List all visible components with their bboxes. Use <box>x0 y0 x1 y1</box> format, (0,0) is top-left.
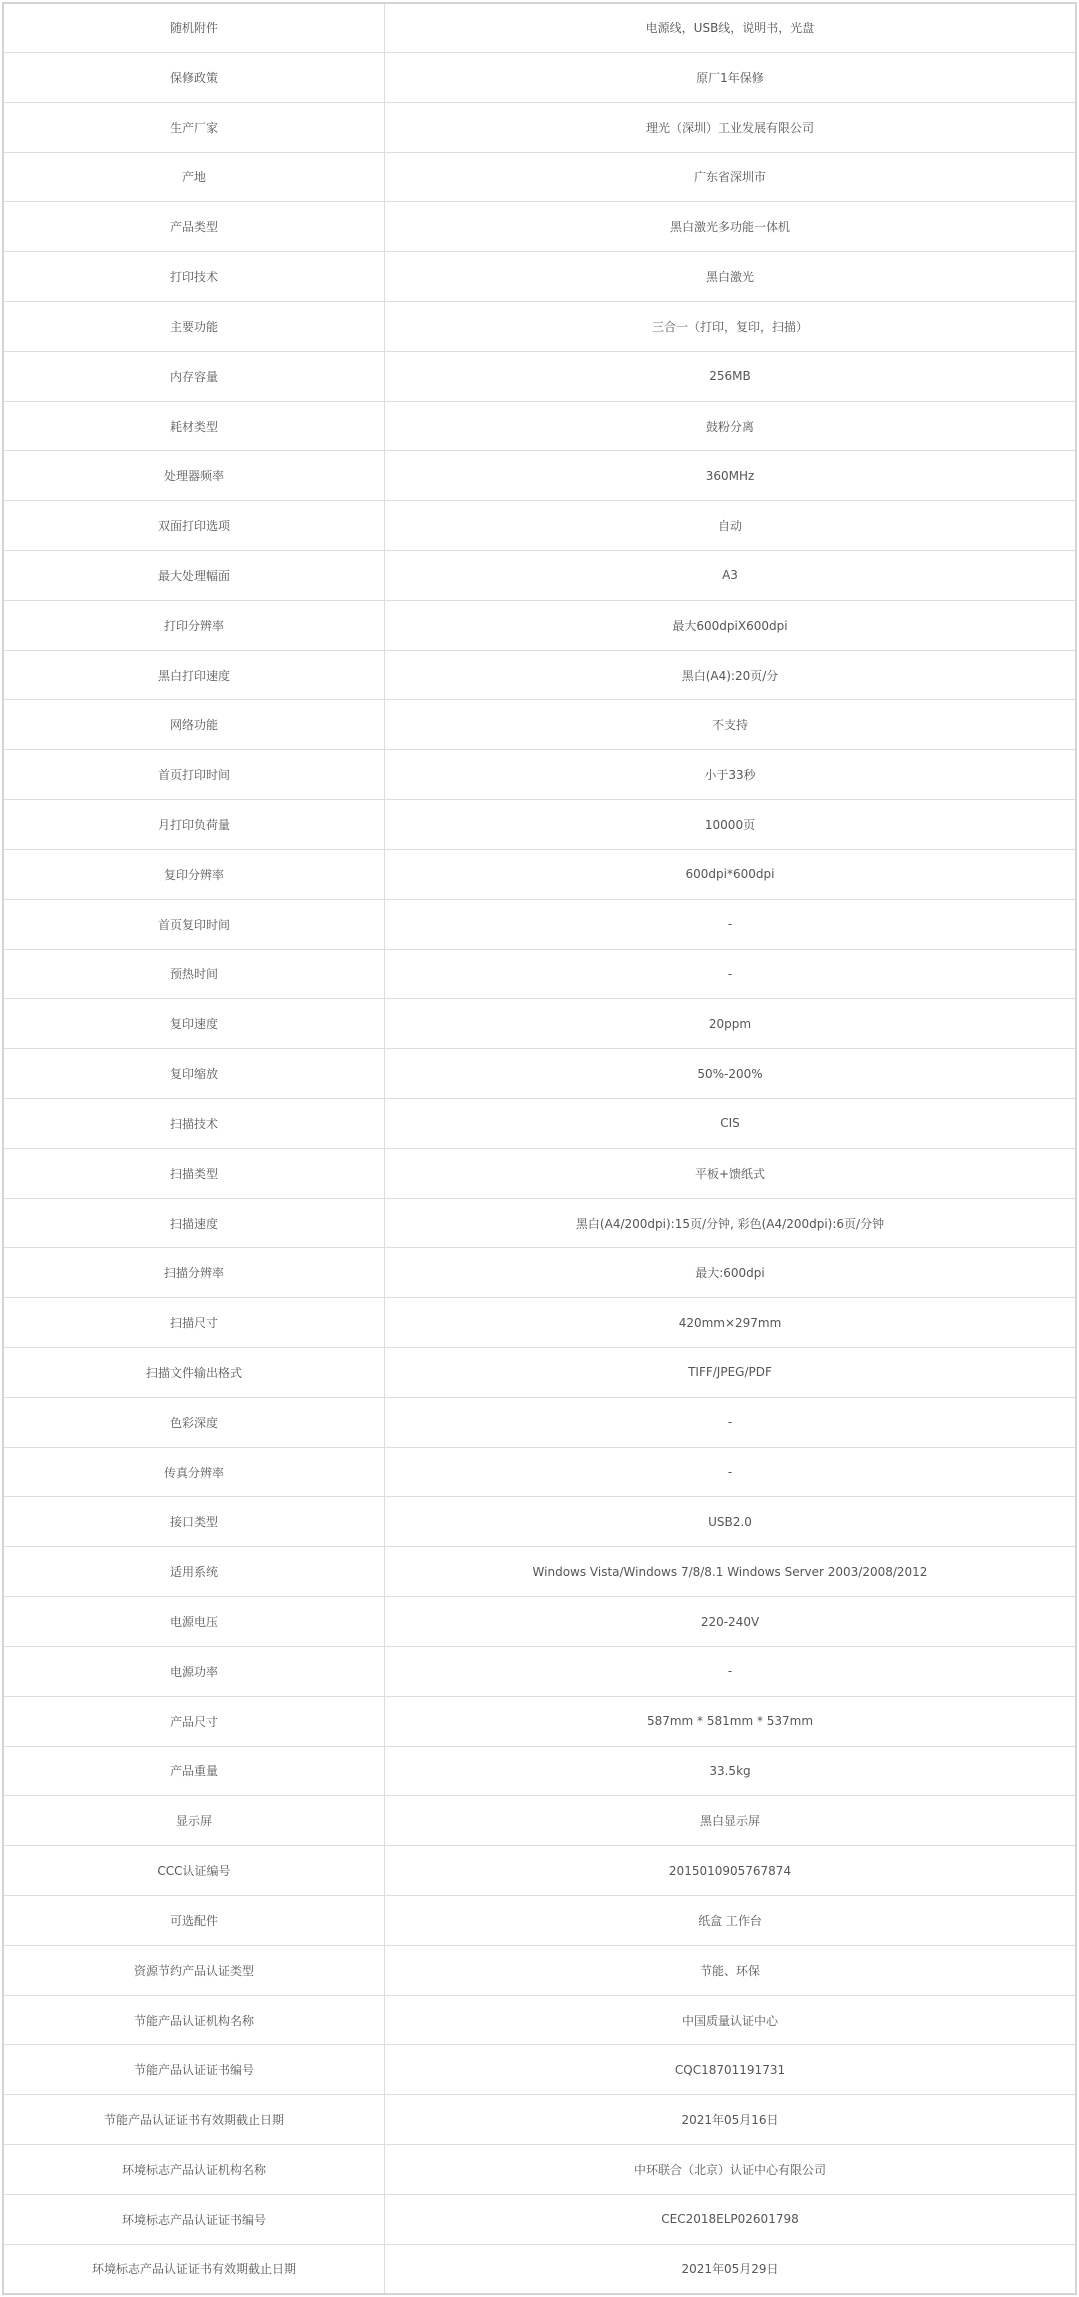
spec-value: 小于33秒 <box>385 750 1076 800</box>
spec-value: 纸盒 工作台 <box>385 1895 1076 1945</box>
spec-row <box>4 1298 1075 1348</box>
spec-label: 预热时间 <box>4 949 385 999</box>
spec-value: 360MHz <box>385 451 1076 501</box>
spec-value: - <box>385 899 1076 949</box>
spec-value: 最大600dpiX600dpi <box>385 600 1076 650</box>
spec-value: 鼓粉分离 <box>385 401 1076 451</box>
spec-row <box>4 2194 1075 2244</box>
spec-label: 随机附件 <box>4 4 385 52</box>
spec-label: 月打印负荷量 <box>4 800 385 850</box>
spec-row <box>4 600 1075 650</box>
spec-label: 复印速度 <box>4 999 385 1049</box>
spec-row <box>4 1597 1075 1647</box>
spec-row <box>4 2145 1075 2195</box>
spec-row <box>4 1646 1075 1696</box>
spec-row <box>4 202 1075 252</box>
spec-label: 电源电压 <box>4 1597 385 1647</box>
spec-label: CCC认证编号 <box>4 1846 385 1896</box>
spec-label: 环境标志产品认证机构名称 <box>4 2145 385 2195</box>
spec-row <box>4 750 1075 800</box>
spec-row <box>4 1049 1075 1099</box>
spec-row <box>4 1995 1075 2045</box>
spec-value: A3 <box>385 551 1076 601</box>
spec-label: 产品尺寸 <box>4 1696 385 1746</box>
spec-value: 黑白激光多功能一体机 <box>385 202 1076 252</box>
spec-label: 扫描类型 <box>4 1148 385 1198</box>
spec-row <box>4 1148 1075 1198</box>
spec-row <box>4 899 1075 949</box>
spec-label: 产品类型 <box>4 202 385 252</box>
spec-value: 2021年05月29日 <box>681 2262 779 2277</box>
spec-label: 环境标志产品认证证书有效期截止日期 <box>4 2244 385 2293</box>
spec-row <box>4 1945 1075 1995</box>
spec-value: - <box>385 949 1076 999</box>
spec-value: 自动 <box>385 501 1076 551</box>
spec-row <box>4 949 1075 999</box>
spec-value: 中国质量认证中心 <box>385 1995 1076 2045</box>
spec-row <box>4 351 1075 401</box>
spec-row <box>4 52 1075 102</box>
spec-label: 接口类型 <box>4 1497 385 1547</box>
spec-label: 网络功能 <box>4 700 385 750</box>
spec-value: 50%-200% <box>385 1049 1076 1099</box>
spec-value: 理光（深圳）工业发展有限公司 <box>385 102 1076 152</box>
spec-label: 显示屏 <box>4 1796 385 1846</box>
spec-value: 600dpi*600dpi <box>385 849 1076 899</box>
spec-row <box>4 1248 1075 1298</box>
spec-label: 打印分辨率 <box>4 600 385 650</box>
spec-value: 黑白激光 <box>385 252 1076 302</box>
spec-label: 双面打印选项 <box>4 501 385 551</box>
spec-row <box>4 999 1075 1049</box>
spec-label: 色彩深度 <box>4 1397 385 1447</box>
spec-row <box>4 4 1075 52</box>
spec-label: 首页复印时间 <box>4 899 385 949</box>
spec-label: 扫描尺寸 <box>4 1298 385 1348</box>
spec-value: 原厂1年保修 <box>385 52 1076 102</box>
spec-row <box>4 1447 1075 1497</box>
spec-label: 耗材类型 <box>4 401 385 451</box>
spec-value: Windows Vista/Windows 7/8/8.1 Windows Server 2003/2008/2012 <box>385 1547 1076 1597</box>
spec-value: 2015010905767874 <box>385 1846 1076 1896</box>
spec-value: - <box>385 1646 1076 1696</box>
spec-row <box>4 1098 1075 1148</box>
spec-value: 10000页 <box>385 800 1076 850</box>
spec-row <box>4 1348 1075 1398</box>
spec-label: 打印技术 <box>4 252 385 302</box>
spec-row <box>4 1746 1075 1796</box>
spec-value: 最大:600dpi <box>385 1248 1076 1298</box>
spec-row <box>4 401 1075 451</box>
spec-row <box>4 650 1075 700</box>
spec-row <box>4 551 1075 601</box>
spec-row <box>4 1547 1075 1597</box>
spec-value: 黑白显示屏 <box>385 1796 1076 1846</box>
spec-value: 587mm * 581mm * 537mm <box>385 1696 1076 1746</box>
spec-value: CEC2018ELP02601798 <box>385 2194 1076 2244</box>
spec-value: 广东省深圳市 <box>385 152 1076 202</box>
spec-label: 扫描技术 <box>4 1098 385 1148</box>
spec-label: 内存容量 <box>4 351 385 401</box>
spec-row <box>4 1198 1075 1248</box>
spec-value: CIS <box>385 1098 1076 1148</box>
spec-row <box>4 1796 1075 1846</box>
spec-label: 最大处理幅面 <box>4 551 385 601</box>
spec-label: 节能产品认证证书有效期截止日期 <box>4 2095 385 2145</box>
spec-label: 产品重量 <box>4 1746 385 1796</box>
spec-label: 可选配件 <box>4 1895 385 1945</box>
spec-value: CQC18701191731 <box>385 2045 1076 2095</box>
spec-row <box>4 252 1075 302</box>
spec-value: 2021年05月16日 <box>385 2095 1076 2145</box>
spec-value: 平板+馈纸式 <box>385 1148 1076 1198</box>
spec-value: 电源线，USB线，说明书，光盘 <box>385 4 1076 52</box>
spec-label: 适用系统 <box>4 1547 385 1597</box>
spec-row <box>4 152 1075 202</box>
spec-label: 复印分辨率 <box>4 849 385 899</box>
spec-row <box>4 1846 1075 1896</box>
spec-label: 黑白打印速度 <box>4 650 385 700</box>
spec-row <box>4 2244 1075 2293</box>
spec-value: 420mm×297mm <box>385 1298 1076 1348</box>
spec-label: 环境标志产品认证证书编号 <box>4 2194 385 2244</box>
spec-row <box>4 102 1075 152</box>
spec-row <box>4 501 1075 551</box>
spec-row <box>4 1696 1075 1746</box>
spec-value: 256MB <box>385 351 1076 401</box>
spec-row <box>4 1497 1075 1547</box>
spec-value: 节能、环保 <box>385 1945 1076 1995</box>
spec-label: 主要功能 <box>4 301 385 351</box>
spec-value: - <box>385 1397 1076 1447</box>
spec-table-frame <box>2 2 1077 2295</box>
spec-label: 节能产品认证机构名称 <box>4 1995 385 2045</box>
spec-label: 传真分辨率 <box>4 1447 385 1497</box>
spec-row <box>4 451 1075 501</box>
spec-value: 黑白(A4):20页/分 <box>385 650 1076 700</box>
spec-value: - <box>385 1447 1076 1497</box>
spec-value: 黑白(A4/200dpi):15页/分钟, 彩色(A4/200dpi):6页/分钟 <box>385 1198 1076 1248</box>
spec-table-body <box>4 4 1075 2293</box>
spec-label: 保修政策 <box>4 52 385 102</box>
spec-value: 中环联合（北京）认证中心有限公司 <box>385 2145 1076 2195</box>
spec-row <box>4 800 1075 850</box>
spec-row <box>4 1397 1075 1447</box>
spec-table <box>4 4 1075 2293</box>
spec-value: 220-240V <box>385 1597 1076 1647</box>
spec-value: 三合一（打印，复印，扫描） <box>385 301 1076 351</box>
spec-label: 复印缩放 <box>4 1049 385 1099</box>
spec-label: 扫描文件输出格式 <box>4 1348 385 1398</box>
spec-label: 扫描分辨率 <box>4 1248 385 1298</box>
spec-label: 生产厂家 <box>4 102 385 152</box>
spec-label: 产地 <box>4 152 385 202</box>
spec-label: 电源功率 <box>4 1646 385 1696</box>
spec-value: TIFF/JPEG/PDF <box>385 1348 1076 1398</box>
spec-label: 处理器频率 <box>4 451 385 501</box>
spec-value: USB2.0 <box>385 1497 1076 1547</box>
spec-row <box>4 1895 1075 1945</box>
spec-row <box>4 700 1075 750</box>
spec-row <box>4 2045 1075 2095</box>
spec-row <box>4 301 1075 351</box>
spec-label: 首页打印时间 <box>4 750 385 800</box>
spec-row <box>4 2095 1075 2145</box>
spec-label: 节能产品认证证书编号 <box>4 2045 385 2095</box>
spec-label: 扫描速度 <box>4 1198 385 1248</box>
spec-value: 33.5kg <box>385 1746 1076 1796</box>
spec-value: 20ppm <box>385 999 1076 1049</box>
spec-label: 资源节约产品认证类型 <box>4 1945 385 1995</box>
spec-row <box>4 849 1075 899</box>
spec-value: 不支持 <box>385 700 1076 750</box>
